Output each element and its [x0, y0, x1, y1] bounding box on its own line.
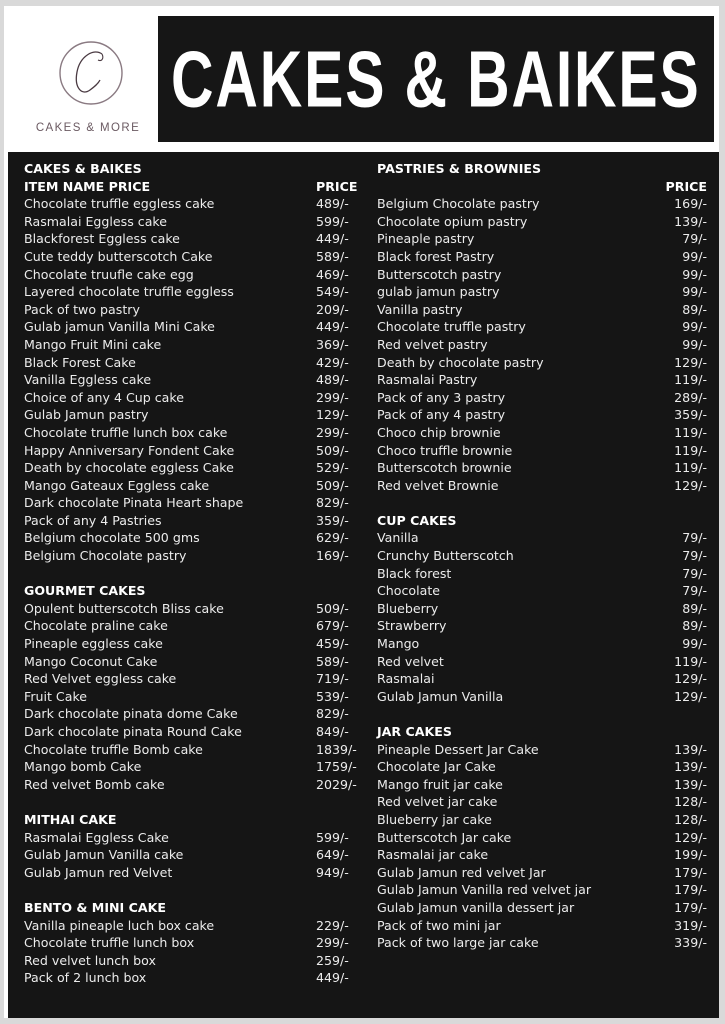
- menu-item-name: Pineaple pastry: [377, 231, 475, 247]
- menu-item-row: [377, 670, 707, 688]
- menu-item-price: 119/-: [674, 424, 707, 440]
- menu-item-price: 99/-: [682, 636, 707, 652]
- menu-item-row: [377, 459, 707, 477]
- menu-item-row: [377, 899, 707, 917]
- menu-item-row: [377, 688, 707, 706]
- letter-c-circle-icon: [58, 40, 124, 106]
- menu-board: [8, 152, 719, 1018]
- menu-item-name: Vanilla Eggless cake: [24, 372, 152, 388]
- menu-item-price: 549/-: [316, 284, 349, 300]
- menu-item-price: 89/-: [682, 618, 707, 634]
- menu-item-name: Gulab Jamun red Velvet: [24, 864, 173, 880]
- menu-item-row: [377, 741, 707, 759]
- menu-item-price: 139/-: [674, 213, 707, 229]
- menu-item-row: [377, 776, 707, 794]
- menu-item-name: Red velvet Brownie: [377, 477, 499, 493]
- menu-item-name: Gulab Jamun red velvet Jar: [377, 864, 546, 880]
- menu-item-row: [24, 741, 366, 759]
- menu-item-name: Pack of any 4 pastry: [377, 407, 506, 423]
- menu-item-price: 359/-: [316, 512, 349, 528]
- section-title-text: GOURMET CAKES: [24, 583, 146, 599]
- menu-item-price: 169/-: [316, 548, 349, 564]
- menu-item-row: [377, 248, 707, 266]
- menu-item-row: [377, 565, 707, 583]
- menu-item-name: Choco chip brownie: [377, 424, 501, 440]
- menu-item-price: 179/-: [674, 899, 707, 915]
- menu-item-row: [377, 195, 707, 213]
- menu-item-row: [24, 969, 366, 987]
- menu-item-name: Butterscotch pastry: [377, 266, 502, 282]
- menu-item-price: 179/-: [674, 882, 707, 898]
- menu-item-price: 229/-: [316, 917, 349, 933]
- menu-item-price: 169/-: [674, 196, 707, 212]
- menu-item-price: 589/-: [316, 653, 349, 669]
- section-title-text: CAKES & BAIKES: [24, 161, 142, 176]
- section-title: [377, 160, 707, 178]
- menu-item-row: [24, 723, 366, 741]
- menu-item-row: [377, 424, 707, 442]
- menu-item-row: [377, 617, 707, 635]
- menu-item-price: 99/-: [682, 319, 707, 335]
- menu-item-row: [24, 424, 366, 442]
- menu-item-row: [377, 793, 707, 811]
- menu-item-name: Rasmalai: [377, 671, 435, 687]
- menu-item-row: [377, 600, 707, 618]
- menu-item-name: Pack of two large jar cake: [377, 935, 539, 951]
- menu-item-name: Blueberry jar cake: [377, 811, 492, 827]
- menu-item-name: Cute teddy butterscotch Cake: [24, 248, 213, 264]
- section-title: [377, 723, 707, 741]
- menu-item-row: [24, 354, 366, 372]
- menu-item-name: Pack of any 4 Pastries: [24, 512, 162, 528]
- menu-item-row: [24, 301, 366, 319]
- menu-item-price: 129/-: [674, 829, 707, 845]
- menu-item-row: [24, 547, 366, 565]
- brand-name: CAKES & MORE: [35, 122, 141, 134]
- menu-item-name: Opulent butterscotch Bliss cake: [24, 600, 224, 616]
- left-menu-column: [24, 160, 366, 987]
- menu-item-row: [24, 829, 366, 847]
- menu-page: [4, 6, 719, 1018]
- menu-item-row: [377, 283, 707, 301]
- menu-item-row: [377, 917, 707, 935]
- section-title: [24, 811, 366, 829]
- menu-item-price: 79/-: [682, 548, 707, 564]
- menu-item-row: [24, 371, 366, 389]
- menu-item-price: 949/-: [316, 864, 349, 880]
- menu-item-name: Vanilla: [377, 530, 419, 546]
- menu-item-name: Gulab Jamun Vanilla: [377, 688, 504, 704]
- menu-item-price: 79/-: [682, 530, 707, 546]
- menu-item-name: Red velvet: [377, 653, 444, 669]
- menu-item-price: 449/-: [316, 231, 349, 247]
- menu-item-name: Gulab Jamun Vanilla red velvet jar: [377, 882, 592, 898]
- menu-item-price: 99/-: [682, 248, 707, 264]
- menu-item-row: [24, 459, 366, 477]
- menu-item-row: [24, 477, 366, 495]
- section-title-text: MITHAI CAKE: [24, 811, 117, 827]
- menu-item-price: 139/-: [674, 759, 707, 775]
- menu-item-price: 119/-: [674, 653, 707, 669]
- menu-item-price: 679/-: [316, 618, 349, 634]
- menu-item-row: [24, 846, 366, 864]
- menu-item-price: 128/-: [674, 811, 707, 827]
- menu-item-name: Gulab Jamun vanilla dessert jar: [377, 899, 575, 915]
- menu-item-name: Mango Coconut Cake: [24, 653, 158, 669]
- menu-item-name: Black forest Pastry: [377, 248, 495, 264]
- menu-item-row: [24, 600, 366, 618]
- menu-item-row: [24, 406, 366, 424]
- menu-item-price: 99/-: [682, 284, 707, 300]
- menu-item-row: [377, 318, 707, 336]
- section-spacer: [24, 881, 366, 899]
- menu-item-price: 529/-: [316, 460, 349, 476]
- menu-item-price: 539/-: [316, 688, 349, 704]
- menu-item-name: Strawberry: [377, 618, 447, 634]
- menu-item-price: 649/-: [316, 847, 349, 863]
- menu-item-row: [377, 336, 707, 354]
- menu-item-price: 119/-: [674, 372, 707, 388]
- menu-item-price: 209/-: [316, 301, 349, 317]
- menu-item-name: Dark chocolate pinata dome Cake: [24, 706, 238, 722]
- menu-item-name: Mango: [377, 636, 420, 652]
- menu-item-row: [24, 705, 366, 723]
- menu-item-price: 369/-: [316, 336, 349, 352]
- menu-item-price: 119/-: [674, 442, 707, 458]
- menu-item-price: 2029/-: [316, 776, 357, 792]
- price-header: PRICE: [665, 178, 707, 194]
- menu-item-row: [24, 248, 366, 266]
- menu-item-row: [24, 864, 366, 882]
- menu-item-name: Pineaple eggless cake: [24, 636, 163, 652]
- menu-item-price: 139/-: [674, 776, 707, 792]
- menu-item-row: [24, 283, 366, 301]
- menu-item-price: 489/-: [316, 196, 349, 212]
- menu-item-name: Mango Gateaux Eggless cake: [24, 477, 210, 493]
- menu-item-price: 79/-: [682, 583, 707, 599]
- menu-item-name: Red velvet lunch box: [24, 952, 156, 968]
- menu-item-price: 509/-: [316, 442, 349, 458]
- menu-item-price: 179/-: [674, 864, 707, 880]
- menu-item-name: Crunchy Butterscotch: [377, 548, 514, 564]
- menu-item-row: [24, 266, 366, 284]
- menu-item-price: 299/-: [316, 935, 349, 951]
- menu-item-row: [24, 442, 366, 460]
- menu-item-name: Mango bomb Cake: [24, 759, 142, 775]
- menu-item-name: gulab jamun pastry: [377, 284, 500, 300]
- menu-item-name: Layered chocolate truffle eggless: [24, 284, 234, 300]
- menu-item-row: [24, 758, 366, 776]
- menu-item-price: 469/-: [316, 266, 349, 282]
- menu-item-row: [377, 213, 707, 231]
- menu-item-name: Blackforest Eggless cake: [24, 231, 180, 247]
- menu-item-row: [24, 336, 366, 354]
- menu-item-row: [377, 653, 707, 671]
- menu-item-row: [377, 864, 707, 882]
- menu-item-row: [377, 477, 707, 495]
- menu-item-price: 509/-: [316, 600, 349, 616]
- menu-item-row: [377, 547, 707, 565]
- menu-item-price: 199/-: [674, 847, 707, 863]
- menu-item-price: 79/-: [682, 231, 707, 247]
- menu-item-row: [24, 934, 366, 952]
- menu-item-name: Belgium chocolate 500 gms: [24, 530, 200, 546]
- section-title-text: JAR CAKES: [377, 724, 452, 739]
- menu-item-price: 589/-: [316, 248, 349, 264]
- menu-item-row: [377, 230, 707, 248]
- menu-item-price: 299/-: [316, 389, 349, 405]
- menu-item-name: Dark chocolate pinata Round Cake: [24, 724, 242, 739]
- menu-item-price: 829/-: [316, 706, 349, 722]
- menu-item-price: 129/-: [674, 477, 707, 493]
- menu-item-price: 449/-: [316, 970, 349, 986]
- menu-item-name: Belgium Chocolate pastry: [24, 548, 187, 564]
- menu-item-name: Rasmalai Pastry: [377, 372, 478, 388]
- menu-item-row: [377, 582, 707, 600]
- menu-item-row: [24, 195, 366, 213]
- section-spacer: [24, 565, 366, 583]
- menu-item-name: Fruit Cake: [24, 688, 88, 704]
- menu-item-row: [377, 758, 707, 776]
- menu-item-price: 319/-: [674, 917, 707, 933]
- menu-item-price: 129/-: [674, 354, 707, 370]
- menu-item-row: [24, 512, 366, 530]
- menu-item-name: Butterscotch brownie: [377, 460, 512, 476]
- section-title: [24, 582, 366, 600]
- column-header-row: [24, 178, 366, 196]
- menu-item-row: [377, 881, 707, 899]
- menu-item-row: [377, 442, 707, 460]
- menu-item-row: [377, 635, 707, 653]
- menu-item-price: 719/-: [316, 671, 349, 687]
- menu-item-name: Gulab jamun Vanilla Mini Cake: [24, 319, 215, 335]
- menu-item-name: Dark chocolate Pinata Heart shape: [24, 495, 244, 511]
- menu-item-row: [24, 318, 366, 336]
- brand-logo: [18, 18, 158, 146]
- menu-item-name: Mango Fruit Mini cake: [24, 336, 162, 352]
- section-title-text: CUP CAKES: [377, 512, 457, 528]
- menu-item-price: 629/-: [316, 530, 349, 546]
- menu-item-row: [24, 776, 366, 794]
- menu-item-name: Pineaple Dessert Jar Cake: [377, 741, 539, 757]
- menu-item-price: 599/-: [316, 829, 349, 845]
- menu-item-name: Chocolate truffle lunch box cake: [24, 424, 228, 440]
- menu-item-name: Vanilla pineaple luch box cake: [24, 917, 215, 933]
- menu-item-name: Black Forest Cake: [24, 354, 136, 370]
- section-spacer: [377, 705, 707, 723]
- menu-item-price: 259/-: [316, 952, 349, 968]
- section-title-text: PASTRIES & BROWNIES: [377, 161, 542, 176]
- menu-item-price: 509/-: [316, 477, 349, 493]
- menu-item-name: Gulab Jamun Vanilla cake: [24, 847, 184, 863]
- menu-item-price: 99/-: [682, 336, 707, 352]
- menu-item-price: 89/-: [682, 301, 707, 317]
- menu-item-name: Chocolate truffle lunch box: [24, 935, 195, 951]
- section-spacer: [24, 793, 366, 811]
- menu-item-name: Chocolate Jar Cake: [377, 759, 496, 775]
- menu-item-row: [24, 917, 366, 935]
- menu-item-price: 1759/-: [316, 759, 357, 775]
- menu-item-row: [377, 846, 707, 864]
- section-spacer: [377, 494, 707, 512]
- menu-item-row: [24, 529, 366, 547]
- menu-item-price: 129/-: [674, 688, 707, 704]
- menu-item-row: [24, 389, 366, 407]
- menu-item-price: 489/-: [316, 372, 349, 388]
- menu-item-row: [377, 406, 707, 424]
- menu-item-name: Mango fruit jar cake: [377, 776, 503, 792]
- menu-item-name: Butterscotch Jar cake: [377, 829, 512, 845]
- menu-item-row: [377, 811, 707, 829]
- menu-item-row: [24, 494, 366, 512]
- section-title-text: BENTO & MINI CAKE: [24, 899, 166, 915]
- menu-item-name: Rasmalai Eggless cake: [24, 213, 168, 229]
- section-title: [24, 160, 366, 178]
- menu-item-name: Death by chocolate eggless Cake: [24, 460, 234, 476]
- menu-item-row: [24, 635, 366, 653]
- menu-item-name: Chocolate truffle eggless cake: [24, 196, 215, 212]
- menu-item-name: Rasmalai Eggless Cake: [24, 829, 169, 845]
- menu-item-row: [24, 952, 366, 970]
- menu-item-price: 599/-: [316, 213, 349, 229]
- column-header-row: [377, 178, 707, 196]
- menu-item-row: [24, 230, 366, 248]
- menu-item-name: Rasmalai jar cake: [377, 847, 489, 863]
- menu-item-name: Choco truffle brownie: [377, 442, 513, 458]
- menu-item-price: 289/-: [674, 389, 707, 405]
- menu-item-row: [377, 529, 707, 547]
- menu-item-name: Pack of any 3 pastry: [377, 389, 506, 405]
- menu-item-price: 129/-: [674, 671, 707, 687]
- menu-item-name: Chocolate truufle cake egg: [24, 266, 194, 282]
- menu-item-name: Chocolate truffle Bomb cake: [24, 741, 203, 757]
- menu-item-name: Pack of two mini jar: [377, 917, 501, 933]
- menu-item-row: [24, 653, 366, 671]
- menu-item-name: Pack of 2 lunch box: [24, 970, 147, 986]
- menu-item-row: [377, 354, 707, 372]
- item-name-header: ITEM NAME PRICE: [24, 178, 151, 194]
- menu-item-name: Chocolate: [377, 583, 441, 599]
- menu-item-row: [377, 389, 707, 407]
- menu-item-name: Choice of any 4 Cup cake: [24, 389, 184, 405]
- menu-item-name: Red Velvet eggless cake: [24, 671, 177, 687]
- menu-item-price: 299/-: [316, 424, 349, 440]
- menu-item-price: 119/-: [674, 460, 707, 476]
- menu-item-row: [377, 829, 707, 847]
- menu-item-name: Chocolate praline cake: [24, 618, 168, 634]
- menu-item-price: 129/-: [316, 407, 349, 423]
- menu-item-price: 139/-: [674, 741, 707, 757]
- menu-item-row: [377, 266, 707, 284]
- menu-item-name: Gulab Jamun pastry: [24, 407, 149, 423]
- menu-item-price: 449/-: [316, 319, 349, 335]
- menu-item-name: Pack of two pastry: [24, 301, 140, 317]
- menu-item-row: [377, 934, 707, 952]
- menu-item-price: 459/-: [316, 636, 349, 652]
- menu-item-price: 829/-: [316, 495, 349, 511]
- menu-item-price: 359/-: [674, 407, 707, 423]
- menu-item-row: [24, 670, 366, 688]
- right-menu-column: [377, 160, 707, 952]
- menu-item-price: 79/-: [682, 565, 707, 581]
- menu-item-row: [377, 371, 707, 389]
- menu-item-name: Blueberry: [377, 600, 439, 616]
- menu-item-name: Red velvet jar cake: [377, 794, 498, 810]
- menu-item-price: 99/-: [682, 266, 707, 282]
- menu-item-row: [24, 617, 366, 635]
- menu-item-name: Happy Anniversary Fondent Cake: [24, 442, 235, 458]
- menu-item-name: Red velvet pastry: [377, 336, 488, 352]
- menu-item-price: 128/-: [674, 794, 707, 810]
- menu-item-row: [24, 688, 366, 706]
- menu-item-name: Belgium Chocolate pastry: [377, 196, 540, 212]
- title-banner: [158, 16, 714, 142]
- menu-item-price: 1839/-: [316, 741, 357, 757]
- menu-item-row: [24, 213, 366, 231]
- menu-item-price: 429/-: [316, 354, 349, 370]
- menu-item-name: Chocolate opium pastry: [377, 213, 528, 229]
- section-title: [377, 512, 707, 530]
- menu-item-name: Red velvet Bomb cake: [24, 776, 165, 792]
- menu-item-name: Chocolate truffle pastry: [377, 319, 526, 335]
- menu-item-price: 339/-: [674, 935, 707, 951]
- menu-item-row: [377, 301, 707, 319]
- menu-item-price: 89/-: [682, 600, 707, 616]
- menu-item-name: Black forest: [377, 565, 452, 581]
- menu-item-name: Death by chocolate pastry: [377, 354, 544, 370]
- price-header: PRICE: [316, 178, 358, 194]
- section-title: [24, 899, 366, 917]
- banner-title: CAKES & BAIKES: [171, 34, 701, 124]
- menu-item-price: 849/-: [316, 724, 349, 739]
- menu-item-name: Vanilla pastry: [377, 301, 463, 317]
